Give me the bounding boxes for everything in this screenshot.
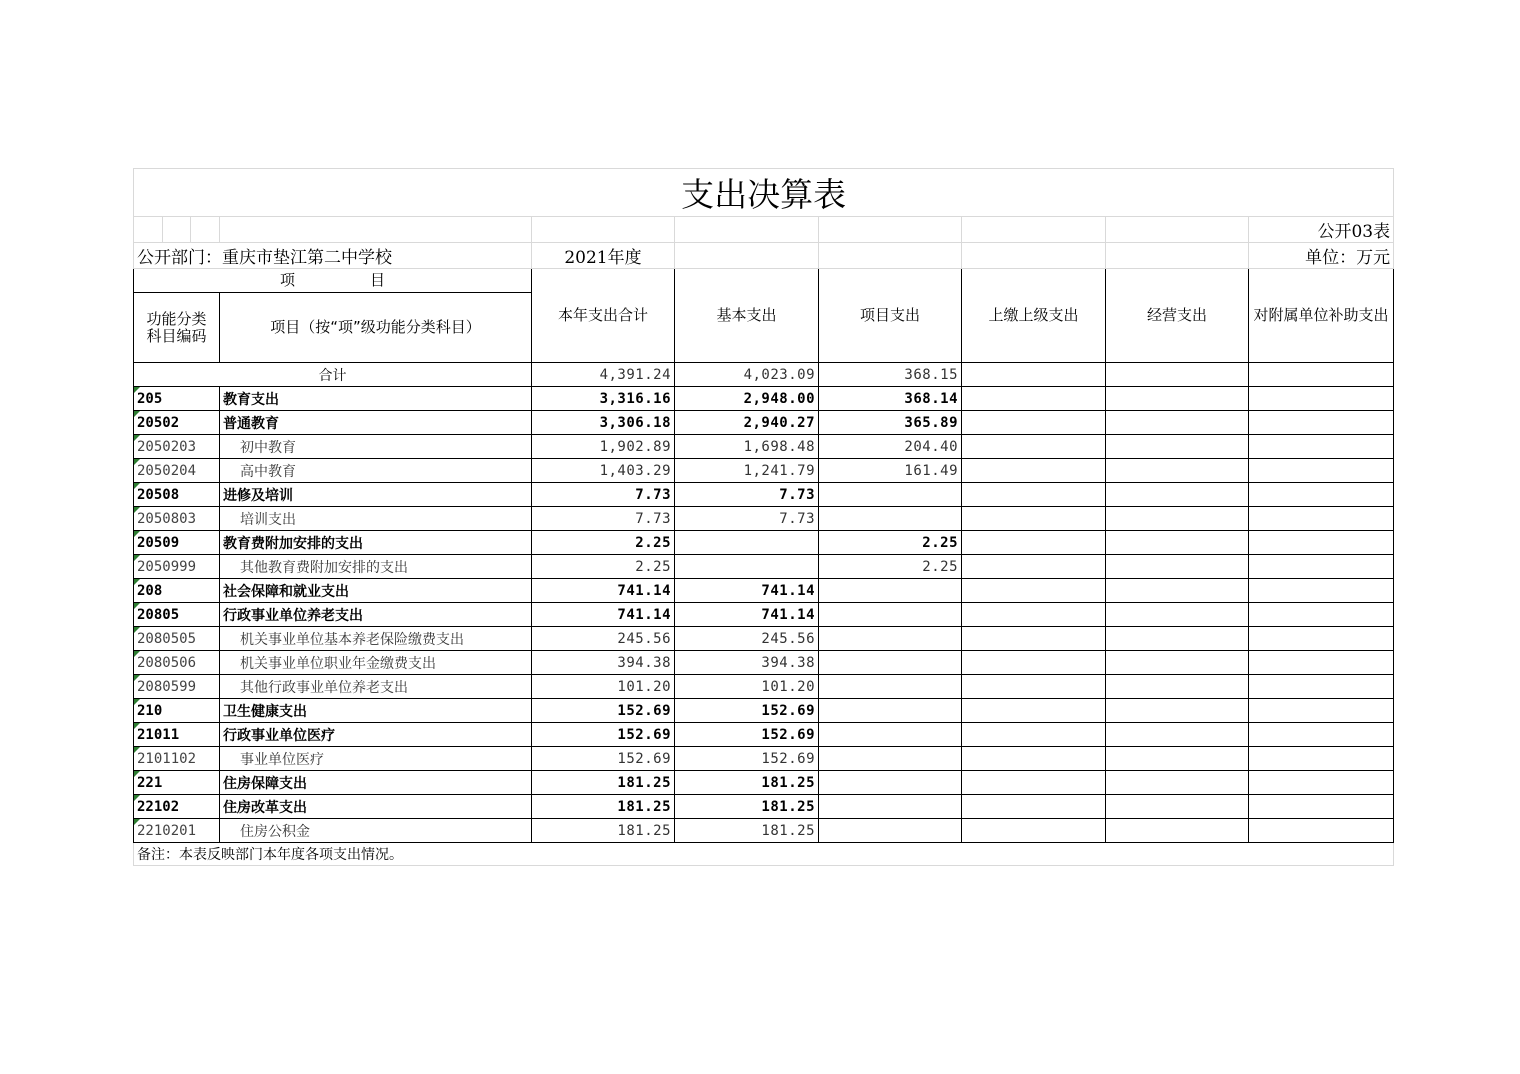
row-subsidy bbox=[1249, 579, 1394, 603]
total-basic: 4,023.09 bbox=[675, 363, 819, 387]
row-basic: 152.69 bbox=[675, 747, 819, 771]
row-business bbox=[1106, 435, 1249, 459]
row-total: 181.25 bbox=[532, 795, 675, 819]
row-basic: 181.25 bbox=[675, 771, 819, 795]
row-name: 培训支出 bbox=[220, 507, 532, 531]
table-row bbox=[134, 651, 1394, 675]
row-project: 368.14 bbox=[819, 387, 962, 411]
row-total: 3,306.18 bbox=[532, 411, 675, 435]
row-total: 394.38 bbox=[532, 651, 675, 675]
row-subsidy bbox=[1249, 771, 1394, 795]
row-basic: 245.56 bbox=[675, 627, 819, 651]
row-project bbox=[819, 771, 962, 795]
row-total: 7.73 bbox=[532, 507, 675, 531]
row-code: 2080506 bbox=[134, 651, 220, 675]
row-name: 其他行政事业单位养老支出 bbox=[220, 675, 532, 699]
row-code: 20805 bbox=[134, 603, 220, 627]
row-total: 152.69 bbox=[532, 699, 675, 723]
row-project: 204.40 bbox=[819, 435, 962, 459]
row-business bbox=[1106, 795, 1249, 819]
row-project bbox=[819, 675, 962, 699]
row-basic: 7.73 bbox=[675, 507, 819, 531]
row-code: 205 bbox=[134, 387, 220, 411]
row-code: 20509 bbox=[134, 531, 220, 555]
row-subsidy bbox=[1249, 795, 1394, 819]
row-basic: 2,948.00 bbox=[675, 387, 819, 411]
header-project-group: 项 目 bbox=[134, 269, 532, 293]
row-subsidy bbox=[1249, 723, 1394, 747]
row-business bbox=[1106, 459, 1249, 483]
row-subsidy bbox=[1249, 435, 1394, 459]
unit-label: 单位：万元 bbox=[1249, 243, 1394, 269]
row-business bbox=[1106, 603, 1249, 627]
row-business bbox=[1106, 483, 1249, 507]
row-subsidy bbox=[1249, 603, 1394, 627]
row-name: 行政事业单位医疗 bbox=[220, 723, 532, 747]
table-row bbox=[134, 699, 1394, 723]
table-row bbox=[134, 603, 1394, 627]
row-total: 1,902.89 bbox=[532, 435, 675, 459]
row-subsidy bbox=[1249, 819, 1394, 843]
row-business bbox=[1106, 819, 1249, 843]
row-total: 741.14 bbox=[532, 579, 675, 603]
header-subsidy: 对附属单位补助支出 bbox=[1249, 269, 1394, 363]
row-upper bbox=[962, 819, 1106, 843]
total-row bbox=[134, 363, 1394, 387]
row-basic: 152.69 bbox=[675, 723, 819, 747]
table-row bbox=[134, 795, 1394, 819]
row-basic: 1,698.48 bbox=[675, 435, 819, 459]
row-upper bbox=[962, 555, 1106, 579]
row-project bbox=[819, 579, 962, 603]
row-subsidy bbox=[1249, 675, 1394, 699]
row-total: 7.73 bbox=[532, 483, 675, 507]
table-row bbox=[134, 675, 1394, 699]
row-code: 20502 bbox=[134, 411, 220, 435]
header-basic: 基本支出 bbox=[675, 269, 819, 363]
row-upper bbox=[962, 459, 1106, 483]
row-project bbox=[819, 699, 962, 723]
row-basic: 181.25 bbox=[675, 795, 819, 819]
row-upper bbox=[962, 507, 1106, 531]
table-row bbox=[134, 747, 1394, 771]
row-business bbox=[1106, 507, 1249, 531]
row-code: 20508 bbox=[134, 483, 220, 507]
row-code: 22102 bbox=[134, 795, 220, 819]
row-code: 221 bbox=[134, 771, 220, 795]
row-total: 2.25 bbox=[532, 531, 675, 555]
table-row bbox=[134, 579, 1394, 603]
row-project bbox=[819, 723, 962, 747]
table-row bbox=[134, 555, 1394, 579]
table-row bbox=[134, 723, 1394, 747]
header-total: 本年支出合计 bbox=[532, 269, 675, 363]
row-project bbox=[819, 795, 962, 819]
total-total: 4,391.24 bbox=[532, 363, 675, 387]
row-business bbox=[1106, 531, 1249, 555]
row-subsidy bbox=[1249, 387, 1394, 411]
row-upper bbox=[962, 651, 1106, 675]
row-project: 2.25 bbox=[819, 555, 962, 579]
year-label: 2021年度 bbox=[532, 243, 675, 269]
row-project bbox=[819, 603, 962, 627]
row-code: 2050803 bbox=[134, 507, 220, 531]
row-business bbox=[1106, 387, 1249, 411]
row-business bbox=[1106, 675, 1249, 699]
table-row bbox=[134, 483, 1394, 507]
header-project: 项目支出 bbox=[819, 269, 962, 363]
row-basic: 152.69 bbox=[675, 699, 819, 723]
row-code: 2101102 bbox=[134, 747, 220, 771]
table-row bbox=[134, 435, 1394, 459]
row-basic: 394.38 bbox=[675, 651, 819, 675]
row-total: 245.56 bbox=[532, 627, 675, 651]
table-row bbox=[134, 507, 1394, 531]
row-name: 住房公积金 bbox=[220, 819, 532, 843]
row-total: 3,316.16 bbox=[532, 387, 675, 411]
row-subsidy bbox=[1249, 459, 1394, 483]
row-name: 高中教育 bbox=[220, 459, 532, 483]
header-code: 功能分类科目编码 bbox=[134, 293, 220, 363]
row-total: 152.69 bbox=[532, 723, 675, 747]
row-business bbox=[1106, 411, 1249, 435]
row-project bbox=[819, 747, 962, 771]
row-total: 741.14 bbox=[532, 603, 675, 627]
row-upper bbox=[962, 723, 1106, 747]
row-subsidy bbox=[1249, 411, 1394, 435]
row-code: 2080599 bbox=[134, 675, 220, 699]
row-basic: 181.25 bbox=[675, 819, 819, 843]
table-row bbox=[134, 771, 1394, 795]
row-project bbox=[819, 651, 962, 675]
row-code: 21011 bbox=[134, 723, 220, 747]
row-total: 181.25 bbox=[532, 771, 675, 795]
row-name: 教育支出 bbox=[220, 387, 532, 411]
row-code: 208 bbox=[134, 579, 220, 603]
row-basic: 741.14 bbox=[675, 579, 819, 603]
row-business bbox=[1106, 723, 1249, 747]
header-upper: 上缴上级支出 bbox=[962, 269, 1106, 363]
row-subsidy bbox=[1249, 507, 1394, 531]
row-name: 机关事业单位职业年金缴费支出 bbox=[220, 651, 532, 675]
row-name: 机关事业单位基本养老保险缴费支出 bbox=[220, 627, 532, 651]
row-business bbox=[1106, 747, 1249, 771]
row-upper bbox=[962, 531, 1106, 555]
row-code: 2050204 bbox=[134, 459, 220, 483]
row-upper bbox=[962, 627, 1106, 651]
form-number: 公开03表 bbox=[1249, 217, 1394, 243]
row-project bbox=[819, 819, 962, 843]
row-upper bbox=[962, 387, 1106, 411]
table-row bbox=[134, 459, 1394, 483]
row-total: 2.25 bbox=[532, 555, 675, 579]
row-code: 2210201 bbox=[134, 819, 220, 843]
row-business bbox=[1106, 699, 1249, 723]
row-name: 教育费附加安排的支出 bbox=[220, 531, 532, 555]
row-upper bbox=[962, 675, 1106, 699]
row-project bbox=[819, 627, 962, 651]
row-name: 住房保障支出 bbox=[220, 771, 532, 795]
row-basic: 7.73 bbox=[675, 483, 819, 507]
row-name: 进修及培训 bbox=[220, 483, 532, 507]
row-basic: 101.20 bbox=[675, 675, 819, 699]
row-name: 普通教育 bbox=[220, 411, 532, 435]
row-upper bbox=[962, 699, 1106, 723]
row-name: 初中教育 bbox=[220, 435, 532, 459]
table-row bbox=[134, 387, 1394, 411]
header-business: 经营支出 bbox=[1106, 269, 1249, 363]
row-subsidy bbox=[1249, 555, 1394, 579]
row-project: 161.49 bbox=[819, 459, 962, 483]
row-total: 181.25 bbox=[532, 819, 675, 843]
row-project: 2.25 bbox=[819, 531, 962, 555]
expenditure-sheet bbox=[133, 168, 1393, 866]
row-basic: 741.14 bbox=[675, 603, 819, 627]
row-subsidy bbox=[1249, 747, 1394, 771]
row-upper bbox=[962, 771, 1106, 795]
row-basic bbox=[675, 531, 819, 555]
row-project bbox=[819, 483, 962, 507]
total-label: 合计 bbox=[134, 363, 532, 387]
table-row bbox=[134, 627, 1394, 651]
footnote: 备注：本表反映部门本年度各项支出情况。 bbox=[134, 843, 1394, 866]
table-row bbox=[134, 411, 1394, 435]
row-name: 其他教育费附加安排的支出 bbox=[220, 555, 532, 579]
row-subsidy bbox=[1249, 483, 1394, 507]
row-upper bbox=[962, 603, 1106, 627]
row-name: 行政事业单位养老支出 bbox=[220, 603, 532, 627]
row-name: 住房改革支出 bbox=[220, 795, 532, 819]
table-row bbox=[134, 531, 1394, 555]
row-name: 卫生健康支出 bbox=[220, 699, 532, 723]
row-business bbox=[1106, 771, 1249, 795]
row-upper bbox=[962, 795, 1106, 819]
row-upper bbox=[962, 435, 1106, 459]
row-basic: 1,241.79 bbox=[675, 459, 819, 483]
row-basic: 2,940.27 bbox=[675, 411, 819, 435]
row-name: 社会保障和就业支出 bbox=[220, 579, 532, 603]
row-subsidy bbox=[1249, 627, 1394, 651]
total-project: 368.15 bbox=[819, 363, 962, 387]
table-row bbox=[134, 819, 1394, 843]
header-name: 项目（按“项”级功能分类科目） bbox=[220, 293, 532, 363]
row-business bbox=[1106, 627, 1249, 651]
row-code: 210 bbox=[134, 699, 220, 723]
row-upper bbox=[962, 747, 1106, 771]
row-total: 152.69 bbox=[532, 747, 675, 771]
row-upper bbox=[962, 483, 1106, 507]
report-table bbox=[133, 168, 1394, 866]
page-title: 支出决算表 bbox=[134, 169, 1394, 217]
row-code: 2050203 bbox=[134, 435, 220, 459]
row-basic bbox=[675, 555, 819, 579]
department-label: 公开部门：重庆市垫江第二中学校 bbox=[134, 243, 532, 269]
row-subsidy bbox=[1249, 531, 1394, 555]
row-upper bbox=[962, 579, 1106, 603]
row-subsidy bbox=[1249, 699, 1394, 723]
row-business bbox=[1106, 651, 1249, 675]
row-business bbox=[1106, 555, 1249, 579]
row-subsidy bbox=[1249, 651, 1394, 675]
row-project: 365.89 bbox=[819, 411, 962, 435]
row-business bbox=[1106, 579, 1249, 603]
row-total: 101.20 bbox=[532, 675, 675, 699]
row-total: 1,403.29 bbox=[532, 459, 675, 483]
row-upper bbox=[962, 411, 1106, 435]
row-code: 2050999 bbox=[134, 555, 220, 579]
row-name: 事业单位医疗 bbox=[220, 747, 532, 771]
row-project bbox=[819, 507, 962, 531]
row-code: 2080505 bbox=[134, 627, 220, 651]
